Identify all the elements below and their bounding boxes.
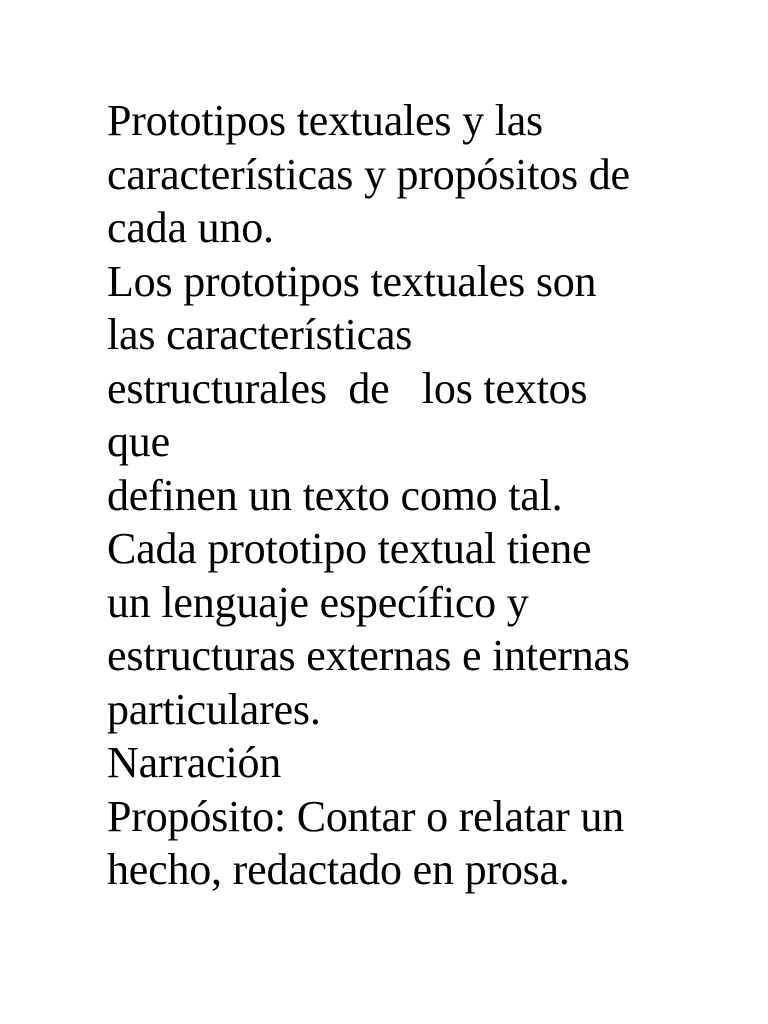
paragraph-line: particulares.: [107, 684, 321, 734]
paragraph-line: las características: [107, 310, 413, 359]
paragraph-line: que: [107, 417, 170, 466]
heading-line-3: cada uno.: [107, 203, 274, 252]
paragraph-line: un lenguaje específico y: [107, 577, 529, 627]
document-body: [107, 94, 727, 897]
purpose-line: hecho, redactado en prosa.: [107, 845, 570, 894]
heading-line-2: características y propósitos de: [107, 149, 630, 199]
heading-line-1: Prototipos textuales y las: [107, 96, 543, 145]
section-heading-narracion: Narración: [107, 738, 282, 787]
purpose-line: Propósito: Contar o relatar un: [107, 791, 625, 841]
paragraph-line: definen un texto como tal.: [107, 470, 563, 520]
paragraph-line: Cada prototipo textual tiene: [107, 524, 592, 573]
paragraph-line: Los prototipos textuales son: [107, 256, 597, 306]
paragraph-line: estructuras externas e internas: [107, 631, 630, 680]
paragraph-line: estructurales de los textos: [107, 363, 588, 413]
